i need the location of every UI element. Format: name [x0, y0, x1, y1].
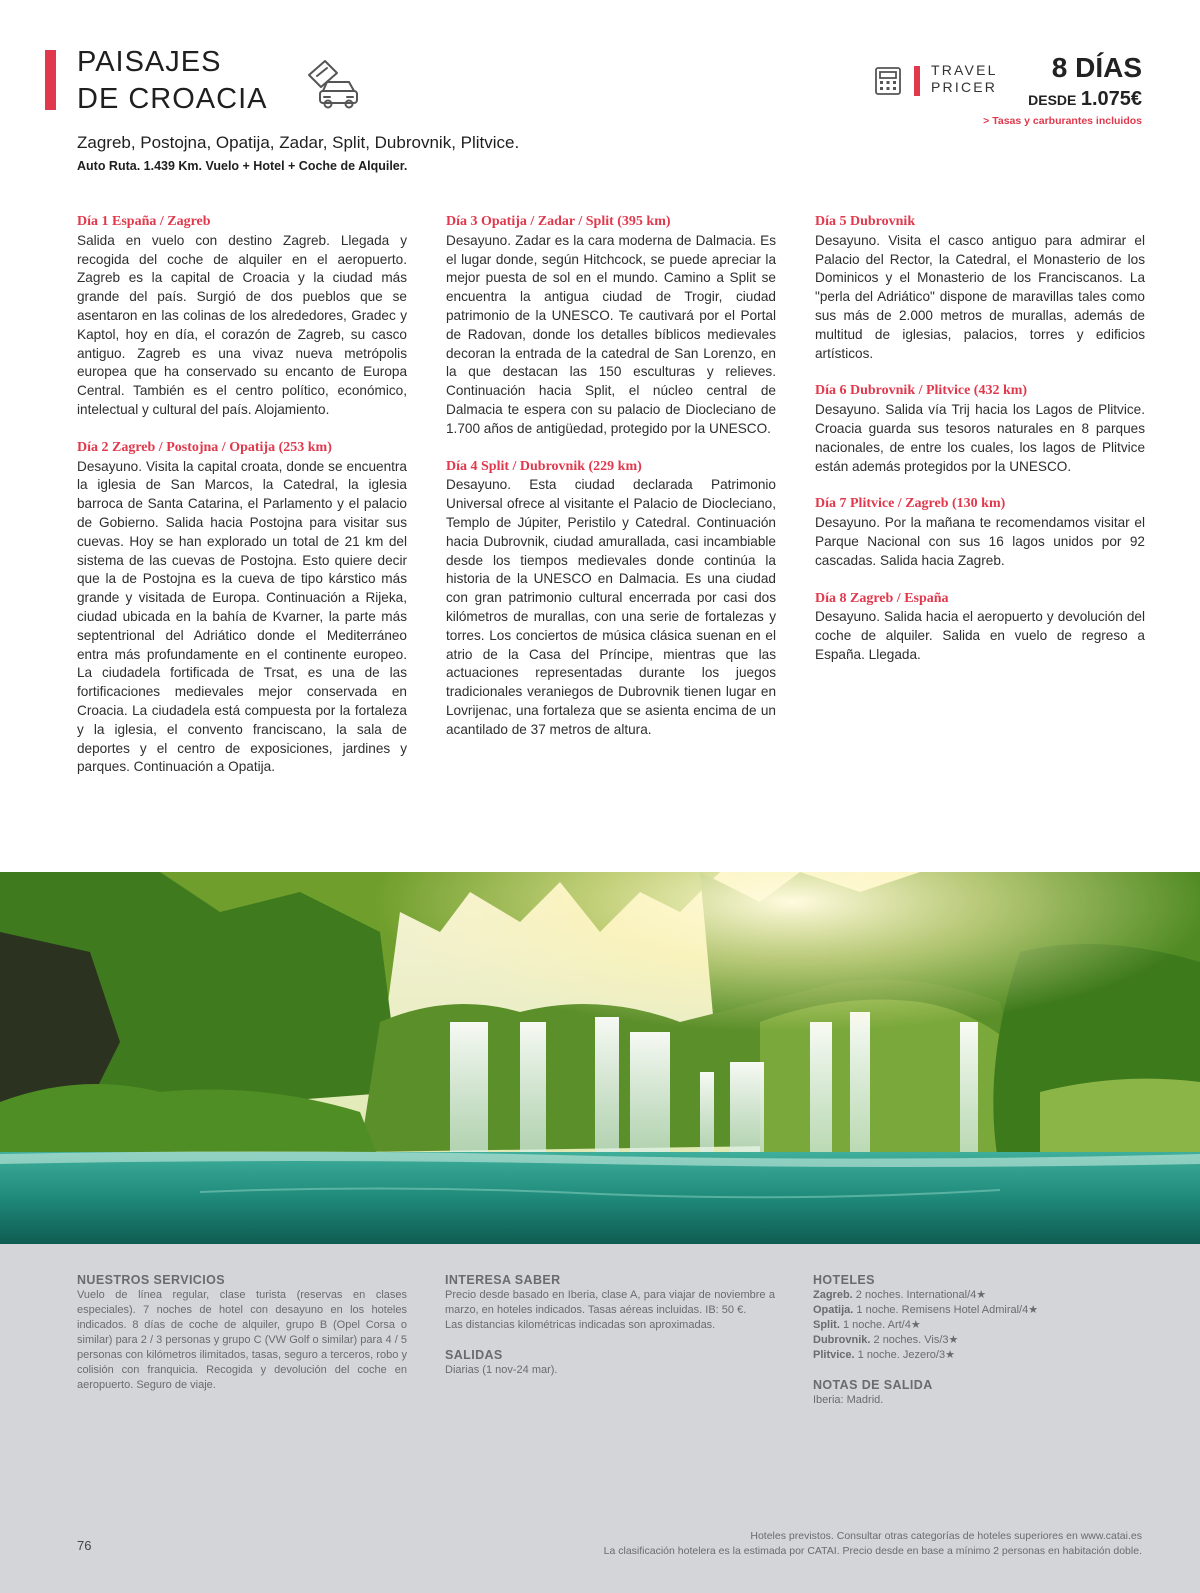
- itinerary-day: [446, 213, 776, 439]
- day-text: Desayuno. Salida hacia el aeropuerto y devolución del coche de alquiler. Salida en vuelo de regreso a España. Llegada.: [815, 609, 1145, 662]
- day-title: Día 2 Zagreb / Postojna / Opatija (253 km): [77, 439, 332, 455]
- day-text: Salida en vuelo con destino Zagreb. Llegada y recogida del coche de alquiler en el aeropuerto. Zagreb es la capital de Croacia y la ciudad más grande del país. Surgió de dos pueblos que se asentaron en las colinas de los alrededores, Gradec y Kaptol, hoy en día, el corazón de Zagreb, su casco antiguo. Zagreb es una vivaz nueva metrópolis europea que ha conservado su encanto de Europa Central. También es el centro político, económico, intelectual y cultural del país. Alojamiento.: [77, 232, 407, 417]
- taxes-note: > Tasas y carburantes incluidos: [983, 115, 1142, 127]
- title-accent-bar: [45, 50, 56, 110]
- itinerary-day: [815, 382, 1145, 476]
- itinerary-column-1: [77, 213, 407, 796]
- good-to-know-text-1: Precio desde basado en Iberia, clase A, para viajar de noviembre a marzo, en hoteles indicados. Tasas aéreas incluidas. IB: 50 €.: [445, 1289, 775, 1316]
- good-to-know-heading: INTERESA SABER: [445, 1273, 561, 1287]
- itinerary-day: [77, 213, 407, 420]
- itinerary-day: [815, 495, 1145, 570]
- hotels-heading: HOTELES: [813, 1273, 875, 1287]
- travel-pricer-logo: [931, 62, 998, 96]
- day-text: Desayuno. Salida vía Trij hacia los Lagos de Plitvice. Croacia guarda sus tesoros naturales en 8 parques nacionales, de entre los cuales, los lagos de Plitvice están además protegidos por la UNESCO.: [815, 402, 1145, 474]
- departure-notes-heading: NOTAS DE SALIDA: [813, 1378, 933, 1392]
- hotel-city: Plitvice.: [813, 1349, 855, 1361]
- car-rental-icon: [303, 55, 361, 113]
- hotel-city: Dubrovnik.: [813, 1334, 871, 1346]
- services-text: Vuelo de línea regular, clase turista (reservas en clases especiales). 7 noches de hotel con desayuno en los hoteles indicados. 8 días de coche de alquiler, grupo B (Opel Corsa o similar) para 2 / 3 personas y grupo C (VW Golf o similar) para 4 / 5 personas con kilómetros ilimitados, tasas, seguro a terceros, robo y colisión con franquicia. Recogida y devolución del coche en aeropuerto. Seguro de viaje.: [77, 1289, 407, 1391]
- day-title: Día 6 Dubrovnik / Plitvice (432 km): [815, 383, 1028, 399]
- trip-duration: 8 DÍAS: [1051, 52, 1142, 83]
- hotel-city: Split.: [813, 1319, 840, 1331]
- itinerary-day: [77, 439, 407, 777]
- hotel-item: [813, 1333, 1143, 1348]
- day-title: Día 3 Opatija / Zadar / Split (395 km): [446, 214, 671, 229]
- itinerary-day: [815, 590, 1145, 665]
- day-title: Día 1 España / Zagreb: [77, 214, 211, 229]
- pricer-line-2: PRICER: [931, 79, 998, 95]
- pricer-line-1: TRAVEL: [931, 62, 998, 78]
- hotel-detail: 1 noche. Jezero/3★: [857, 1349, 955, 1361]
- hotels-section: [813, 1272, 1143, 1408]
- pricer-accent-bar: [914, 66, 920, 96]
- hotel-detail: 2 noches. International/4★: [855, 1289, 987, 1301]
- itinerary-day: [815, 213, 1145, 363]
- title-line-1: PAISAJES: [77, 46, 222, 78]
- day-title: Día 4 Split / Dubrovnik (229 km): [446, 458, 642, 474]
- footer-note-2: La clasificación hotelera es la estimada por CATAI. Precio desde en base a mínimo 2 personas en habitación doble.: [603, 1545, 1142, 1557]
- services-heading: NUESTROS SERVICIOS: [77, 1273, 225, 1287]
- hotel-detail: 2 noches. Vis/3★: [873, 1334, 959, 1346]
- departures-heading: SALIDAS: [445, 1348, 503, 1362]
- hotel-city: Zagreb.: [813, 1289, 853, 1301]
- itinerary-day: [446, 458, 776, 740]
- day-text: Desayuno. Visita el casco antiguo para admirar el Palacio del Rector, la Catedral, el Monasterio de los Dominicos y el Monasterio de los Franciscanos. La "perla del Adriático" dispone de maravillas tales como sus más de 2.000 metros de murallas, además de multitud de iglesias, palacios, torres y edificios artísticos.: [815, 232, 1145, 361]
- price-amount: 1.075€: [1080, 88, 1142, 110]
- price-from: [1028, 88, 1142, 111]
- day-title: Día 5 Dubrovnik: [815, 214, 916, 229]
- day-text: Desayuno. Zadar es la cara moderna de Dalmacia. Es el lugar donde, según Hitchcock, se puede apreciar la mejor puesta de sol en el mundo. Camino a Split se encuentra la antigua ciudad de Trogir, ciudad patrimonio de la UNESCO. Te cautivará por el Portal de Radovan, donde los detalles bíblicos medievales decoran la entrada de la catedral de San Lorenzo, en la que destacan las 150 esculturas y relieves. Continuación hacia Split, el núcleo central de Dalmacia te espera con su palacio de Diocleciano de 1.700 años de antigüedad, protegido por la UNESCO.: [446, 232, 776, 436]
- page-title: [77, 44, 267, 118]
- footer-notes: [604, 1529, 1142, 1559]
- route-details: Auto Ruta. 1.439 Km. Vuelo + Hotel + Coche de Alquiler.: [77, 159, 408, 173]
- title-line-2: DE CROACIA: [77, 83, 268, 115]
- itinerary-column-2: [446, 213, 776, 759]
- itinerary-column-3: [815, 213, 1145, 684]
- day-text: Desayuno. Esta ciudad declarada Patrimonio Universal ofrece al visitante el Palacio de Diocleciano, Templo de Júpiter, Peristilo y Catedral. Continuación hacia Dubrovnik, ciudad amurallada, casi incambiable desde los tiempos medievales donde continúa la historia de la UNESCO en Dalmacia. Es una ciudad con gran patrimonio cultural encerrada por casi dos kilómetros de murallas, con una serie de fortalezas y torres. Los conciertos de música clásica suenan en el atrio de la Casa del Príncipe, mientras que las actuaciones representadas durante los juegos tradicionales veraniegos de Dubrovnik tienen lugar en Lovrijenac, una fortaleza que se asienta encima de un acantilado de 37 metros de altura.: [446, 477, 776, 737]
- footer-note-1: Hoteles previstos. Consultar otras categorías de hoteles superiores en www.catai.es: [750, 1530, 1142, 1542]
- services-section: [77, 1272, 407, 1393]
- hotel-item: [813, 1348, 1143, 1363]
- good-to-know-text-2: Las distancias kilométricas indicadas son aproximadas.: [445, 1319, 716, 1331]
- price-label: DESDE: [1028, 92, 1077, 108]
- day-title: Día 8 Zagreb / España: [815, 590, 949, 606]
- page-number: 76: [77, 1538, 92, 1553]
- day-title: Día 7 Plitvice / Zagreb (130 km): [815, 496, 1006, 512]
- calculator-icon: [874, 66, 902, 96]
- day-text: Desayuno. Visita la capital croata, donde se encuentra la iglesia de San Marcos, la Catedral, la iglesia barroca de Santa Catarina, el Parlamento y el palacio de Gobierno. Salida hacia Postojna para visitar sus cuevas. Hoy se han explorado un total de 21 km del sistema de las cuevas de Postojna. Esto quiere decir que la de Postojna es la cueva de tipo kárstico más grande y visitada de Europa. Continuación a Rijeka, ciudad ubicada en la bahía de Kvarner, la parte más septentrional del Adriático donde el Mediterráneo entra más profundamente en el continente europeo. La ciudadela fortificada de Trsat, es una de las fortificaciones medievales mejor conservada en Croacia. La ciudadela está compuesta por la fortaleza y la iglesia, el convento franciscano, la sala de deportes y el centro de exposiciones, jardines y parques. Continuación a Opatija.: [77, 458, 407, 775]
- departures-text: Diarias (1 nov-24 mar).: [445, 1364, 558, 1376]
- hotel-detail: 1 noche. Remisens Hotel Admiral/4★: [856, 1304, 1039, 1316]
- route-cities: Zagreb, Postojna, Opatija, Zadar, Split, Dubrovnik, Plitvice.: [77, 133, 520, 152]
- departure-notes-text: Iberia: Madrid.: [813, 1394, 884, 1406]
- hotel-item: [813, 1303, 1143, 1318]
- day-text: Desayuno. Por la mañana te recomendamos visitar el Parque Nacional con sus 16 lagos unidos por 92 cascadas. Salida hacia Zagreb.: [815, 515, 1145, 568]
- plitvice-waterfalls-photo: [0, 872, 1200, 1244]
- hotel-city: Opatija.: [813, 1304, 854, 1316]
- hotel-item: [813, 1318, 1143, 1333]
- hotel-detail: 1 noche. Art/4★: [842, 1319, 921, 1331]
- hotel-item: [813, 1288, 1143, 1303]
- good-to-know-section: [445, 1272, 775, 1378]
